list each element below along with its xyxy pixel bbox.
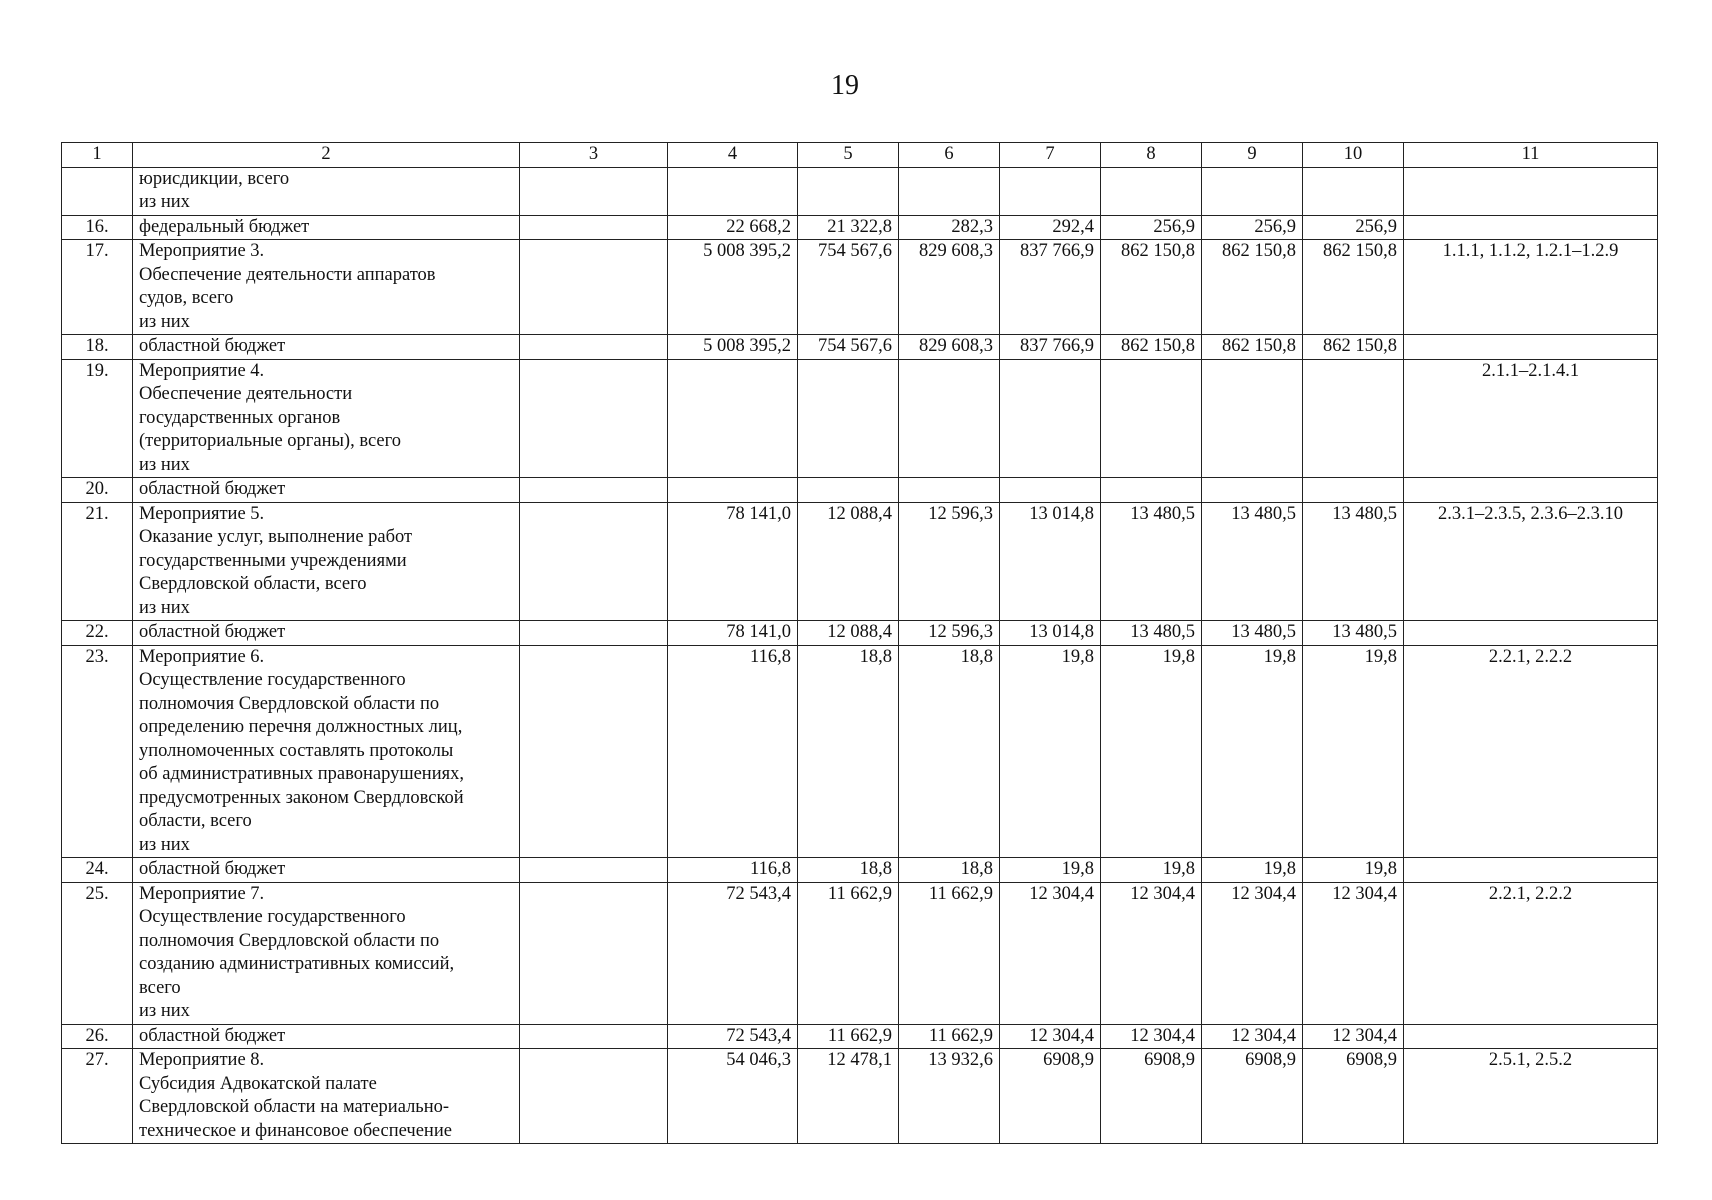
column-header: 2 (133, 143, 520, 168)
row-value: 862 150,8 (1101, 240, 1202, 335)
row-value: 19,8 (1101, 645, 1202, 858)
row-number: 27. (62, 1049, 133, 1144)
column-header: 7 (1000, 143, 1101, 168)
row-value: 5 008 395,2 (668, 240, 798, 335)
row-number: 22. (62, 621, 133, 646)
row-targets: 2.3.1–2.3.5, 2.3.6–2.3.10 (1404, 502, 1658, 621)
row-column-3 (520, 215, 668, 240)
row-name: Мероприятие 4. Обеспечение деятельности государственных органов (территориальные органы), всего из них (133, 359, 520, 478)
table-row (62, 359, 1658, 478)
row-number: 17. (62, 240, 133, 335)
row-name: Мероприятие 6. Осуществление государственного полномочия Свердловской области по определению перечня должностных лиц, уполномоченных составлять протоколы об административных правонарушениях, предусмотренных законом Свердловской области, всего из них (133, 645, 520, 858)
row-name: областной бюджет (133, 858, 520, 883)
row-value: 754 567,6 (798, 335, 899, 360)
row-name: Мероприятие 5. Оказание услуг, выполнение работ государственными учреждениями Свердловской области, всего из них (133, 502, 520, 621)
row-value: 116,8 (668, 645, 798, 858)
row-number: 21. (62, 502, 133, 621)
row-name: областной бюджет (133, 1024, 520, 1049)
row-value: 829 608,3 (899, 335, 1000, 360)
row-value: 837 766,9 (1000, 240, 1101, 335)
row-value: 78 141,0 (668, 621, 798, 646)
row-value: 13 014,8 (1000, 502, 1101, 621)
row-number: 23. (62, 645, 133, 858)
column-header: 4 (668, 143, 798, 168)
row-value (1000, 478, 1101, 503)
row-targets (1404, 478, 1658, 503)
row-value (668, 478, 798, 503)
row-column-3 (520, 335, 668, 360)
row-value: 13 480,5 (1101, 502, 1202, 621)
row-column-3 (520, 645, 668, 858)
row-value: 19,8 (1202, 645, 1303, 858)
row-column-3 (520, 502, 668, 621)
row-name: областной бюджет (133, 621, 520, 646)
column-header: 11 (1404, 143, 1658, 168)
row-value: 12 478,1 (798, 1049, 899, 1144)
row-value: 6908,9 (1303, 1049, 1404, 1144)
row-value: 6908,9 (1202, 1049, 1303, 1144)
row-targets (1404, 1024, 1658, 1049)
table-row (62, 645, 1658, 858)
row-value (899, 167, 1000, 215)
row-value (798, 359, 899, 478)
row-number: 16. (62, 215, 133, 240)
row-value (899, 359, 1000, 478)
row-value: 116,8 (668, 858, 798, 883)
row-value (798, 478, 899, 503)
row-targets: 2.1.1–2.1.4.1 (1404, 359, 1658, 478)
row-targets (1404, 215, 1658, 240)
row-value: 11 662,9 (798, 882, 899, 1024)
row-value (1202, 167, 1303, 215)
row-value: 256,9 (1202, 215, 1303, 240)
row-targets: 2.2.1, 2.2.2 (1404, 882, 1658, 1024)
table-row (62, 502, 1658, 621)
row-value: 13 480,5 (1202, 502, 1303, 621)
row-value: 19,8 (1101, 858, 1202, 883)
row-value: 13 480,5 (1202, 621, 1303, 646)
table-row (62, 335, 1658, 360)
row-value: 13 480,5 (1303, 621, 1404, 646)
header-row (62, 143, 1658, 168)
row-number: 19. (62, 359, 133, 478)
row-value: 13 480,5 (1101, 621, 1202, 646)
row-name: Мероприятие 8. Субсидия Адвокатской палате Свердловской области на материально- техническое и финансовое обеспечение (133, 1049, 520, 1144)
row-column-3 (520, 858, 668, 883)
column-header: 1 (62, 143, 133, 168)
row-value: 862 150,8 (1202, 335, 1303, 360)
row-name: юрисдикции, всего из них (133, 167, 520, 215)
row-value (899, 478, 1000, 503)
table-row (62, 858, 1658, 883)
row-value: 292,4 (1000, 215, 1101, 240)
row-name: областной бюджет (133, 335, 520, 360)
row-value: 12 304,4 (1101, 1024, 1202, 1049)
row-value (1303, 167, 1404, 215)
row-value: 13 014,8 (1000, 621, 1101, 646)
row-value (668, 359, 798, 478)
row-targets (1404, 167, 1658, 215)
row-value: 12 088,4 (798, 621, 899, 646)
row-value: 18,8 (798, 858, 899, 883)
row-number: 25. (62, 882, 133, 1024)
row-column-3 (520, 240, 668, 335)
row-value (668, 167, 798, 215)
row-value: 72 543,4 (668, 882, 798, 1024)
column-header: 6 (899, 143, 1000, 168)
row-value: 12 304,4 (1000, 882, 1101, 1024)
row-value: 13 932,6 (899, 1049, 1000, 1144)
column-header: 3 (520, 143, 668, 168)
row-column-3 (520, 1024, 668, 1049)
row-value: 5 008 395,2 (668, 335, 798, 360)
row-value: 19,8 (1303, 645, 1404, 858)
row-column-3 (520, 478, 668, 503)
column-header: 5 (798, 143, 899, 168)
row-value: 862 150,8 (1303, 240, 1404, 335)
row-value: 78 141,0 (668, 502, 798, 621)
row-value: 19,8 (1000, 645, 1101, 858)
row-value: 21 322,8 (798, 215, 899, 240)
budget-table (61, 142, 1658, 1144)
row-value (1101, 167, 1202, 215)
row-column-3 (520, 882, 668, 1024)
row-value: 11 662,9 (899, 1024, 1000, 1049)
row-value: 256,9 (1101, 215, 1202, 240)
row-value: 12 304,4 (1303, 882, 1404, 1024)
column-header: 8 (1101, 143, 1202, 168)
row-value: 754 567,6 (798, 240, 899, 335)
row-number: 26. (62, 1024, 133, 1049)
row-value (1202, 359, 1303, 478)
row-value: 11 662,9 (899, 882, 1000, 1024)
table-row (62, 882, 1658, 1024)
row-value: 12 304,4 (1101, 882, 1202, 1024)
row-targets (1404, 858, 1658, 883)
row-value: 19,8 (1303, 858, 1404, 883)
row-column-3 (520, 1049, 668, 1144)
row-value: 837 766,9 (1000, 335, 1101, 360)
row-value: 6908,9 (1000, 1049, 1101, 1144)
row-targets: 1.1.1, 1.1.2, 1.2.1–1.2.9 (1404, 240, 1658, 335)
column-header: 10 (1303, 143, 1404, 168)
row-value: 12 596,3 (899, 621, 1000, 646)
table-row (62, 478, 1658, 503)
row-value: 19,8 (1000, 858, 1101, 883)
row-targets: 2.2.1, 2.2.2 (1404, 645, 1658, 858)
row-value (1000, 359, 1101, 478)
row-value: 282,3 (899, 215, 1000, 240)
row-value: 6908,9 (1101, 1049, 1202, 1144)
row-value (1101, 359, 1202, 478)
row-name: Мероприятие 3. Обеспечение деятельности аппаратов судов, всего из них (133, 240, 520, 335)
table-row (62, 215, 1658, 240)
row-column-3 (520, 621, 668, 646)
row-value (1000, 167, 1101, 215)
table-row (62, 240, 1658, 335)
row-value (1101, 478, 1202, 503)
table-row (62, 1049, 1658, 1144)
row-name: областной бюджет (133, 478, 520, 503)
row-value: 22 668,2 (668, 215, 798, 240)
page-number: 19 (831, 70, 859, 101)
row-value: 13 480,5 (1303, 502, 1404, 621)
row-value: 54 046,3 (668, 1049, 798, 1144)
row-number: 18. (62, 335, 133, 360)
row-value: 256,9 (1303, 215, 1404, 240)
row-value: 11 662,9 (798, 1024, 899, 1049)
row-value: 18,8 (899, 645, 1000, 858)
row-value: 72 543,4 (668, 1024, 798, 1049)
row-column-3 (520, 167, 668, 215)
row-targets (1404, 621, 1658, 646)
row-number: 20. (62, 478, 133, 503)
row-targets (1404, 335, 1658, 360)
row-value (798, 167, 899, 215)
row-value: 18,8 (899, 858, 1000, 883)
row-value: 862 150,8 (1303, 335, 1404, 360)
row-value (1303, 359, 1404, 478)
row-value (1303, 478, 1404, 503)
row-value: 12 304,4 (1202, 1024, 1303, 1049)
row-value: 862 150,8 (1202, 240, 1303, 335)
table-row (62, 621, 1658, 646)
row-name: федеральный бюджет (133, 215, 520, 240)
column-header: 9 (1202, 143, 1303, 168)
row-value: 19,8 (1202, 858, 1303, 883)
row-number: 24. (62, 858, 133, 883)
table-row (62, 1024, 1658, 1049)
row-value: 12 088,4 (798, 502, 899, 621)
row-value: 12 304,4 (1202, 882, 1303, 1024)
row-name: Мероприятие 7. Осуществление государственного полномочия Свердловской области по созданию административных комиссий, всего из них (133, 882, 520, 1024)
row-column-3 (520, 359, 668, 478)
row-value (1202, 478, 1303, 503)
row-value: 12 596,3 (899, 502, 1000, 621)
row-value: 829 608,3 (899, 240, 1000, 335)
row-value: 12 304,4 (1303, 1024, 1404, 1049)
table-row (62, 167, 1658, 215)
row-value: 18,8 (798, 645, 899, 858)
row-value: 862 150,8 (1101, 335, 1202, 360)
row-number (62, 167, 133, 215)
row-targets: 2.5.1, 2.5.2 (1404, 1049, 1658, 1144)
row-value: 12 304,4 (1000, 1024, 1101, 1049)
